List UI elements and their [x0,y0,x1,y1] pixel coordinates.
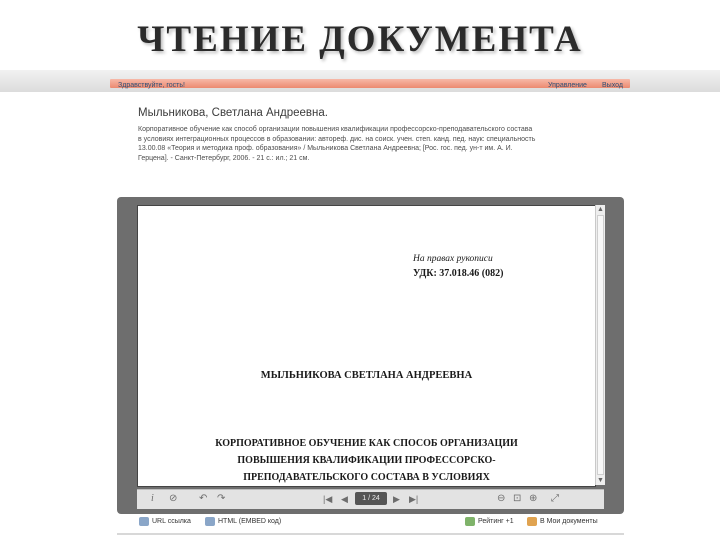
viewer-toolbar [137,489,604,509]
fullscreen-icon[interactable]: ⤢ [551,493,559,504]
document-page [137,205,596,487]
zoom-out-icon[interactable]: ⊖ [497,493,506,504]
zoom-in-icon[interactable]: ⊕ [529,493,538,504]
rating-icon [465,517,475,526]
udk-code: УДК: 37.018.46 (082) [413,268,504,279]
link-icon [139,517,149,526]
html-embed-label: HTML (EMBED код) [218,518,282,525]
info-icon[interactable]: i [151,493,154,504]
document-title-line: ПОВЫШЕНИЯ КВАЛИФИКАЦИИ ПРОФЕССОРСКО- [237,455,496,466]
fit-page-icon[interactable]: ⊡ [513,493,522,504]
manuscript-note: На правах рукописи [413,254,493,264]
attach-icon[interactable]: ⊘ [169,493,178,504]
top-nav-bar [110,80,630,91]
first-page-icon[interactable]: |◀ [323,494,333,504]
prev-page-icon[interactable]: ◀ [341,494,348,504]
description-line: в условиях интеграционных процессов в образовании: автореф. дис. на соиск. учен. степ. канд. пед. наук: специальность [138,135,536,143]
manage-link[interactable]: Управление [548,82,587,89]
description-line: Корпоративное обучение как способ организации повышения квалификации профессорско-преподавательского состава [138,126,533,133]
rotate-right-icon[interactable]: ↷ [217,493,226,504]
document-title [138,435,595,486]
document-author-name: МЫЛЬНИКОВА СВЕТЛАНА АНДРЕЕВНА [260,370,473,381]
vertical-scrollbar[interactable] [595,205,605,485]
record-description [138,125,600,163]
slide-title: ЧТЕНИЕ ДОКУМЕНТА [137,19,583,60]
embed-icon [205,517,215,526]
page-counter[interactable]: 1 / 24 [355,492,387,505]
my-docs-button[interactable] [527,517,598,526]
document-title-line: КОРПОРАТИВНОЕ ОБУЧЕНИЕ КАК СПОСОБ ОРГАНИЗАЦИИ [215,438,518,449]
greeting-link[interactable]: Здравствуйте, гость! [118,82,185,89]
html-embed-button[interactable] [205,517,281,526]
logout-link[interactable]: Выход [602,82,623,89]
record-author: Мыльникова, Светлана Андреевна. [138,107,328,119]
next-page-icon[interactable]: ▶ [393,494,400,504]
url-link-button[interactable] [139,517,191,526]
rotate-left-icon[interactable]: ↶ [199,493,208,504]
bottom-divider [117,533,624,535]
url-link-label: URL ссылка [152,518,191,525]
rating-label: Рейтинг +1 [478,518,514,525]
scrollbar-thumb[interactable] [597,215,604,475]
scroll-down-icon[interactable]: ▼ [597,477,604,484]
scroll-up-icon[interactable]: ▲ [597,206,604,213]
share-bar [117,514,624,530]
folder-icon [527,517,537,526]
document-title-line: ПРЕПОДАВАТЕЛЬСКОГО СОСТАВА В УСЛОВИЯХ [243,472,490,483]
my-docs-label: В Мои документы [540,518,598,525]
last-page-icon[interactable]: ▶| [409,494,419,504]
description-line: 13.00.08 «Теория и методика проф. образования» / Мыльникова Светлана Андреевна; [Рос. гос. пед. ун-т им. А. И. [138,145,513,153]
rating-button[interactable] [465,517,514,526]
description-line: Герцена]. - Санкт-Петербург, 2006. - 21 с.: ил.; 21 см. [138,154,310,162]
